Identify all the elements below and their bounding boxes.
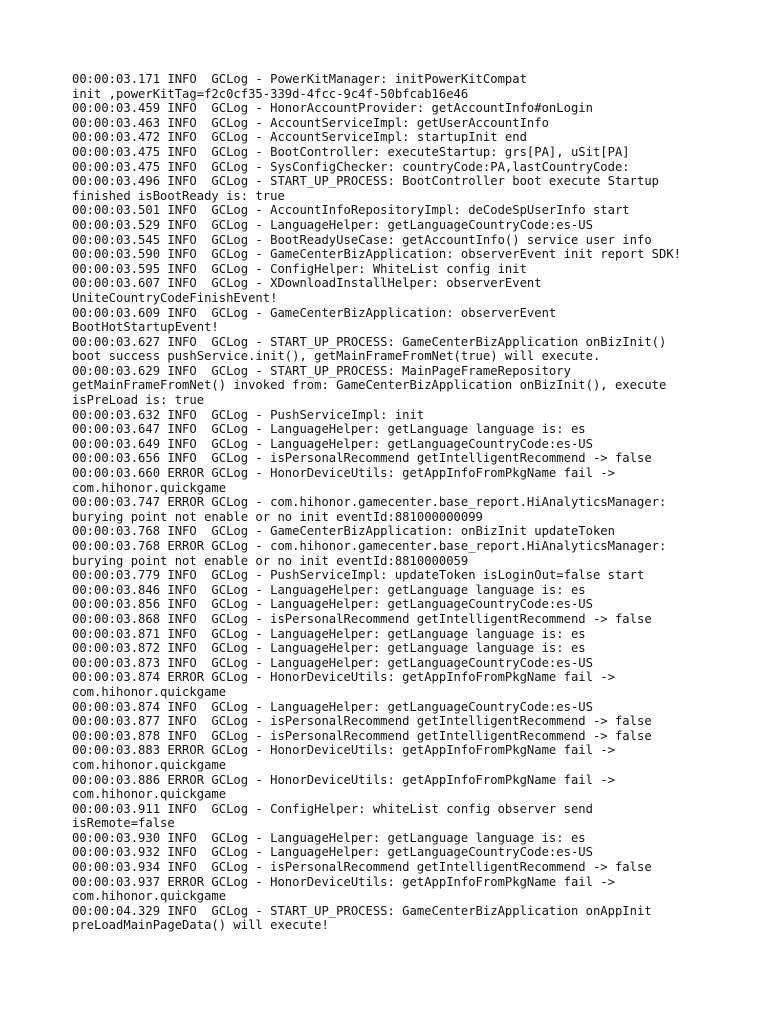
log-line: 00:00:03.607 INFO GCLog - XDownloadInstallHelper: observerEvent (72, 276, 542, 291)
log-line: 00:00:03.609 INFO GCLog - GameCenterBizApplication: observerEvent (72, 305, 557, 320)
log-line: 00:00:03.459 INFO GCLog - HonorAccountProvider: getAccountInfo#onLogin (72, 101, 593, 116)
log-line: 00:00:03.846 INFO GCLog - LanguageHelper: getLanguage language is: es (72, 582, 586, 597)
log-line: 00:00:03.877 INFO GCLog - isPersonalRecommend getIntelligentRecommend -> false (72, 714, 652, 729)
log-line: 00:00:03.656 INFO GCLog - isPersonalRecommend getIntelligentRecommend -> false (72, 451, 652, 466)
log-line: 00:00:03.871 INFO GCLog - LanguageHelper: getLanguage language is: es (72, 626, 586, 641)
log-line: preLoadMainPageData() will execute! (72, 918, 329, 933)
log-line: 00:00:03.937 ERROR GCLog - HonorDeviceUtils: getAppInfoFromPkgName fail -> (72, 874, 615, 889)
log-line: isPreLoad is: true (72, 393, 205, 408)
log-line: finished isBootReady is: true (72, 188, 285, 203)
log-line: com.hihonor.quickgame (72, 757, 227, 772)
log-line: UniteCountryCodeFinishEvent! (72, 290, 278, 305)
log-line: burying point not enable or no init eventId:8810000059 (72, 553, 469, 568)
log-line: isRemote=false (72, 816, 175, 831)
log-line: 00:00:03.629 INFO GCLog - START_UP_PROCESS: MainPageFrameRepository (72, 363, 571, 378)
log-line: getMainFrameFromNet() invoked from: GameCenterBizApplication onBizInit(), execute (72, 378, 667, 393)
log-line: 00:00:03.660 ERROR GCLog - HonorDeviceUtils: getAppInfoFromPkgName fail -> (72, 466, 615, 481)
log-line: 00:00:03.872 INFO GCLog - LanguageHelper: getLanguage language is: es (72, 641, 586, 656)
log-line: 00:00:03.545 INFO GCLog - BootReadyUseCase: getAccountInfo() service user info (72, 232, 652, 247)
log-line: 00:00:03.627 INFO GCLog - START_UP_PROCESS: GameCenterBizApplication onBizInit() (72, 334, 667, 349)
log-line: init ,powerKitTag=f2c0cf35-339d-4fcc-9c4f-50bfcab16e46 (72, 86, 469, 101)
log-line: 00:00:03.930 INFO GCLog - LanguageHelper: getLanguage language is: es (72, 830, 586, 845)
log-line: 00:00:03.856 INFO GCLog - LanguageHelper: getLanguageCountryCode:es-US (72, 597, 593, 612)
log-line: 00:00:03.934 INFO GCLog - isPersonalRecommend getIntelligentRecommend -> false (72, 860, 652, 875)
log-line: 00:00:03.595 INFO GCLog - ConfigHelper: WhiteList config init (72, 261, 527, 276)
log-line: 00:00:03.878 INFO GCLog - isPersonalRecommend getIntelligentRecommend -> false (72, 728, 652, 743)
log-line: 00:00:03.883 ERROR GCLog - HonorDeviceUtils: getAppInfoFromPkgName fail -> (72, 743, 615, 758)
log-text (72, 72, 712, 933)
log-line: 00:00:03.874 INFO GCLog - LanguageHelper: getLanguageCountryCode:es-US (72, 699, 593, 714)
log-line: 00:00:03.632 INFO GCLog - PushServiceImpl: init (72, 407, 425, 422)
log-line: 00:00:03.932 INFO GCLog - LanguageHelper: getLanguageCountryCode:es-US (72, 845, 593, 860)
log-line: 00:00:03.911 INFO GCLog - ConfigHelper: whiteList config observer send (72, 801, 593, 816)
log-line: 00:00:03.868 INFO GCLog - isPersonalRecommend getIntelligentRecommend -> false (72, 611, 652, 626)
log-line: 00:00:03.768 ERROR GCLog - com.hihonor.gamecenter.base_report.HiAnalyticsManager: (72, 539, 667, 553)
log-line: 00:00:03.475 INFO GCLog - BootController: executeStartup: grs[PA], uSit[PA] (72, 144, 630, 159)
log-line: 00:00:03.886 ERROR GCLog - HonorDeviceUtils: getAppInfoFromPkgName fail -> (72, 772, 615, 787)
log-line: 00:00:03.649 INFO GCLog - LanguageHelper: getLanguageCountryCode:es-US (72, 436, 593, 451)
log-line: com.hihonor.quickgame (72, 480, 227, 495)
log-line: boot success pushService.init(), getMainFrameFromNet(true) will execute. (72, 349, 601, 364)
log-line: 00:00:03.873 INFO GCLog - LanguageHelper: getLanguageCountryCode:es-US (72, 655, 593, 670)
log-line: com.hihonor.quickgame (72, 787, 227, 802)
log-line: 00:00:03.647 INFO GCLog - LanguageHelper: getLanguage language is: es (72, 422, 586, 437)
log-line: 00:00:03.779 INFO GCLog - PushServiceImpl: updateToken isLoginOut=false start (72, 568, 645, 583)
log-line: 00:00:03.747 ERROR GCLog - com.hihonor.gamecenter.base_report.HiAnalyticsManager: (72, 495, 667, 510)
log-line: 00:00:04.329 INFO GCLog - START_UP_PROCESS: GameCenterBizApplication onAppInit (72, 903, 652, 918)
log-line: 00:00:03.768 INFO GCLog - GameCenterBizApplication: onBizInit updateToken (72, 524, 615, 539)
log-line: BootHotStartupEvent! (72, 320, 219, 335)
log-line: 00:00:03.475 INFO GCLog - SysConfigChecker: countryCode:PA,lastCountryCode: (72, 159, 630, 174)
log-line: com.hihonor.quickgame (72, 889, 227, 904)
log-line: 00:00:03.472 INFO GCLog - AccountServiceImpl: startupInit end (72, 130, 527, 145)
log-line: burying point not enable or no init eventId:881000000099 (72, 509, 483, 524)
log-line: 00:00:03.171 INFO GCLog - PowerKitManager: initPowerKitCompat (72, 72, 527, 86)
log-line: 00:00:03.496 INFO GCLog - START_UP_PROCESS: BootController boot execute Startup (72, 174, 659, 189)
log-line: 00:00:03.590 INFO GCLog - GameCenterBizApplication: observerEvent init report SDK! (72, 247, 682, 262)
log-line: 00:00:03.874 ERROR GCLog - HonorDeviceUtils: getAppInfoFromPkgName fail -> (72, 670, 615, 685)
log-line: 00:00:03.463 INFO GCLog - AccountServiceImpl: getUserAccountInfo (72, 115, 549, 130)
log-line: 00:00:03.529 INFO GCLog - LanguageHelper: getLanguageCountryCode:es-US (72, 217, 593, 232)
log-line: 00:00:03.501 INFO GCLog - AccountInfoRepositoryImpl: deCodeSpUserInfo start (72, 203, 630, 218)
log-line: com.hihonor.quickgame (72, 684, 227, 699)
